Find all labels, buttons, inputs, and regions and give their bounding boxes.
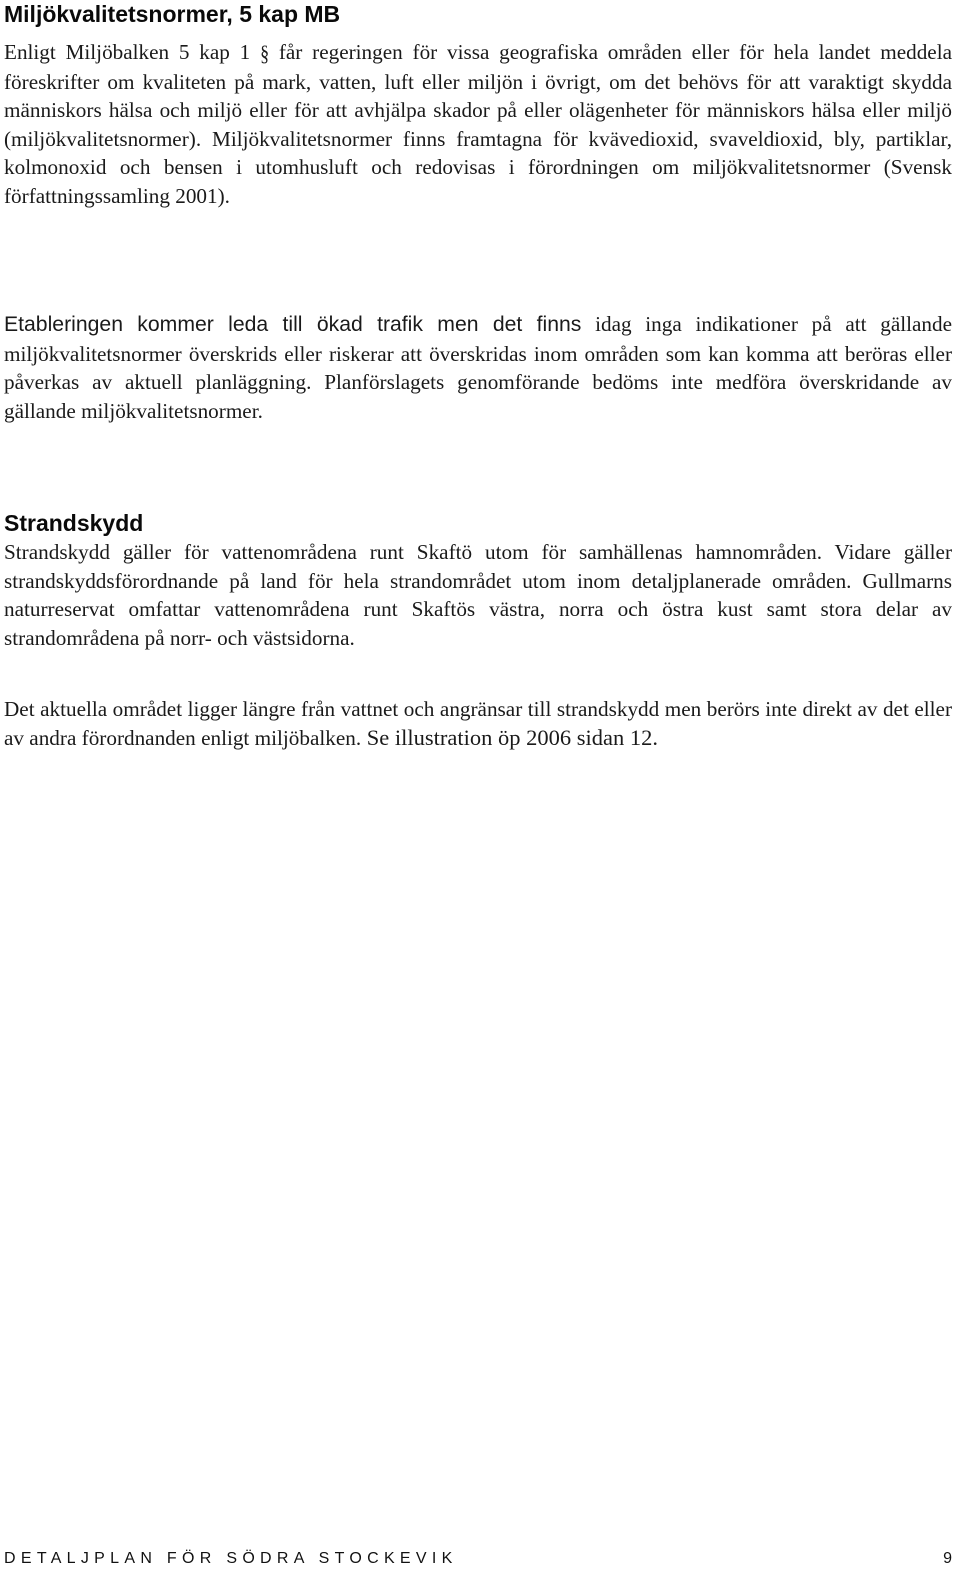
paragraph-text-reference: Se illustration öp 2006 sidan 12.	[361, 724, 659, 750]
section-sign-symbol: §	[260, 40, 270, 66]
paragraph-text-body: får regeringen för vissa geografiska områden eller för hela landet meddela föreskrifter om kvaliteten på mark, vatten, luft eller miljön i övrigt, om det behövs för att varaktigt skydda människors hälsa och miljö eller för att avhjälpa skador på eller olägenheter för människors hälsa eller miljö (miljökvalitetsnormer). Miljökvalitetsnormer finns framtagna för kvävedioxid, svaveldioxid, bly, partiklar, kolmonoxid och bensen i utomhusluft och redovisas i förordningen om miljökvalitetsnormer (Svensk författningssamling 2001).	[4, 40, 952, 208]
paragraph-text-intro: Enligt Miljöbalken 5 kap 1	[4, 40, 261, 64]
paragraph-aktuella-omradet	[4, 695, 952, 752]
section-heading-miljokvalitetsnormer: Miljökvalitetsnormer, 5 kap MB	[4, 1, 341, 27]
footer-page-number: 9	[943, 1550, 952, 1567]
paragraph-text-body: idag inga indikationer på att gällande miljökvalitetsnormer överskrids eller riskerar att överskridas inom områden som kan komma att beröras eller påverkas av aktuell planläggning. Planförslagets genomförande bedöms inte medföra överskridande av gällande miljökvalitetsnormer.	[4, 312, 952, 423]
paragraph-text-body: Det aktuella området ligger längre från vattnet och angränsar till strandskydd men berörs inte direkt av det eller av andra förordnanden enligt miljöbalken.	[4, 697, 952, 750]
paragraph-strandskydd-galler: Strandskydd gäller för vattenområdena runt Skaftö utom för samhällenas hamnområden. Vidare gäller strandskyddsförordnande på land för hela strandområdet utom inom detaljplanerade områden. Gullmarns naturreservat omfattar vattenområdena runt Skaftös västra, norra och östra kust samt stora delar av strandområdena på norr- och västsidorna.	[4, 540, 952, 650]
paragraph-etableringen	[4, 310, 952, 425]
section-heading-strandskydd: Strandskydd	[4, 510, 144, 536]
paragraph-miljobalken	[4, 38, 952, 211]
paragraph-text-lead: Etableringen kommer leda till ökad trafik men det finns	[4, 313, 582, 336]
footer-document-title: DETALJPLAN FÖR SÖDRA STOCKEVIK	[4, 1550, 458, 1567]
